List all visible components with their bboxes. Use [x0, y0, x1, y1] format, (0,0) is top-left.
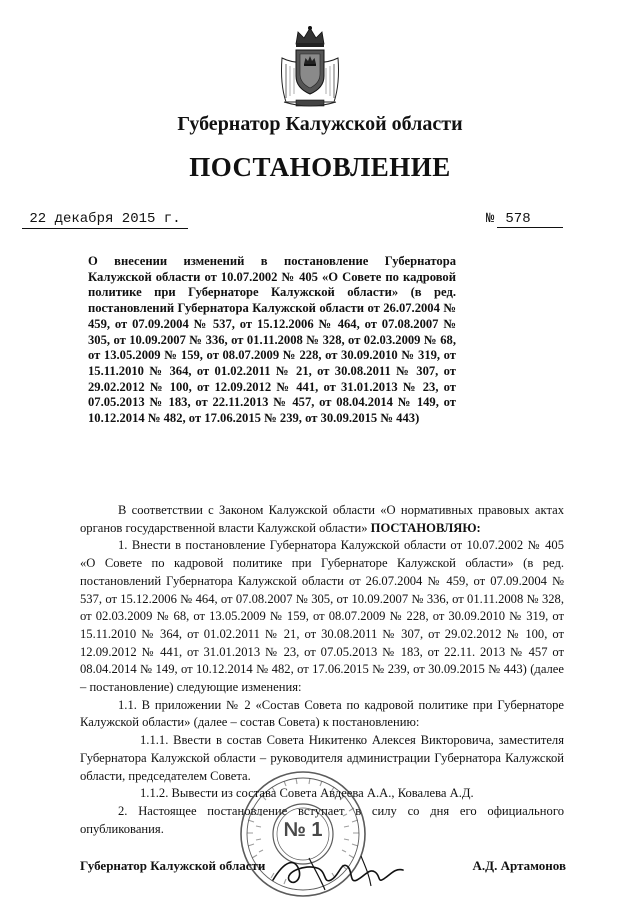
- document-type-heading: ПОСТАНОВЛЕНИЕ: [189, 152, 451, 182]
- preamble-paragraph: [80, 502, 564, 537]
- document-subject: О внесении изменений в постановление Губернатора Калужской области от 10.07.2002 № 405 «О Совете по кадровой политике при Губернаторе Калужской области» (в ред. постановлений Губернатора Калужской области от 26.07.2004 № 459, от 07.09.2004 № 537, от 15.12.2006 № 464, от 07.08.2007 № 305, от 10.09.2007 № 336, от 01.11.2008 № 328, от 02.03.2009 № 68, от 13.05.2009 № 159, от 08.07.2009 № 228, от 30.09.2010 № 319, от 15.11.2010 № 364, от 01.02.2011 № 21, от 30.08.2011 № 307, от 29.02.2012 № 100, от 12.09.2012 № 441, от 31.01.2013 № 23, от 07.05.2013 № 183, от 22.11.2013 № 457, от 08.04.2014 № 149, от 10.12.2014 № 482, от 17.06.2015 № 239, от 30.09.2015 № 443): [88, 254, 456, 426]
- preamble-text: В соответствии с Законом Калужской области «О нормативных правовых актах органов государственной власти Калужской области»: [80, 503, 564, 535]
- paragraph-1-1-1: 1.1.1. Ввести в состав Совета Никитенко Алексея Викторовича, заместителя Губернатора Калужской области – руководителя администрации Губернатора Калужской области, председателем Совета.: [80, 733, 564, 783]
- paragraph-1: 1. Внести в постановление Губернатора Калужской области от 10.07.2002 № 405 «О Совете по кадровой политике при Губернаторе Калужской области» (в ред. постановлений Губернатора Калужской области от 26.07.2004 № 459, от 07.09.2004 № 537, от 15.12.2006 № 464, от 07.08.2007 № 305, от 10.09.2007 № 336, от 01.11.2008 № 328, от 02.03.2009 № 68, от 13.05.2009 № 159, от 08.07.2009 № 228, от 30.09.2010 № 319, от 15.11.2010 № 364, от 01.02.2011 № 21, от 30.08.2011 № 307, от 29.02.2012 № 100, от 12.09.2012 № 441, от 31.01.2013 № 23, от 07.05.2013 № 183, от 22.11. 2013 № 457 от 08.04.2014 № 149, от 10.12.2014 № 482, от 17.06.2015 № 239, от 30.09.2015 № 443) (далее – постановление) следующие изменения:: [80, 538, 564, 695]
- number-value: 578: [497, 211, 563, 228]
- paragraph-1-1-2: 1.1.2. Вывести из состава Совета Авдеева А.А., Ковалева А.Д.: [140, 786, 474, 801]
- signatory-name: А.Д. Артамонов: [472, 858, 566, 873]
- kaluga-coat-of-arms-icon: [276, 24, 344, 110]
- document-number: [486, 211, 563, 228]
- paragraph-1-1: 1.1. В приложении № 2 «Состав Совета по кадровой политике при Губернаторе Калужской области» (далее – состав Совета) к постановлению:: [80, 697, 564, 730]
- paragraph-2: 2. Настоящее постановление вступает в силу со дня его официального опубликования.: [80, 803, 564, 836]
- seal-label: № 1: [283, 819, 323, 841]
- issuer-title: Губернатор Калужской области: [177, 113, 463, 135]
- signatory-position: Губернатор Калужской области: [80, 858, 266, 873]
- decree-word: ПОСТАНОВЛЯЮ:: [370, 520, 481, 535]
- handwritten-signature-icon: [265, 850, 415, 892]
- document-date: 22 декабря 2015 г.: [22, 211, 188, 229]
- number-label: №: [486, 211, 495, 227]
